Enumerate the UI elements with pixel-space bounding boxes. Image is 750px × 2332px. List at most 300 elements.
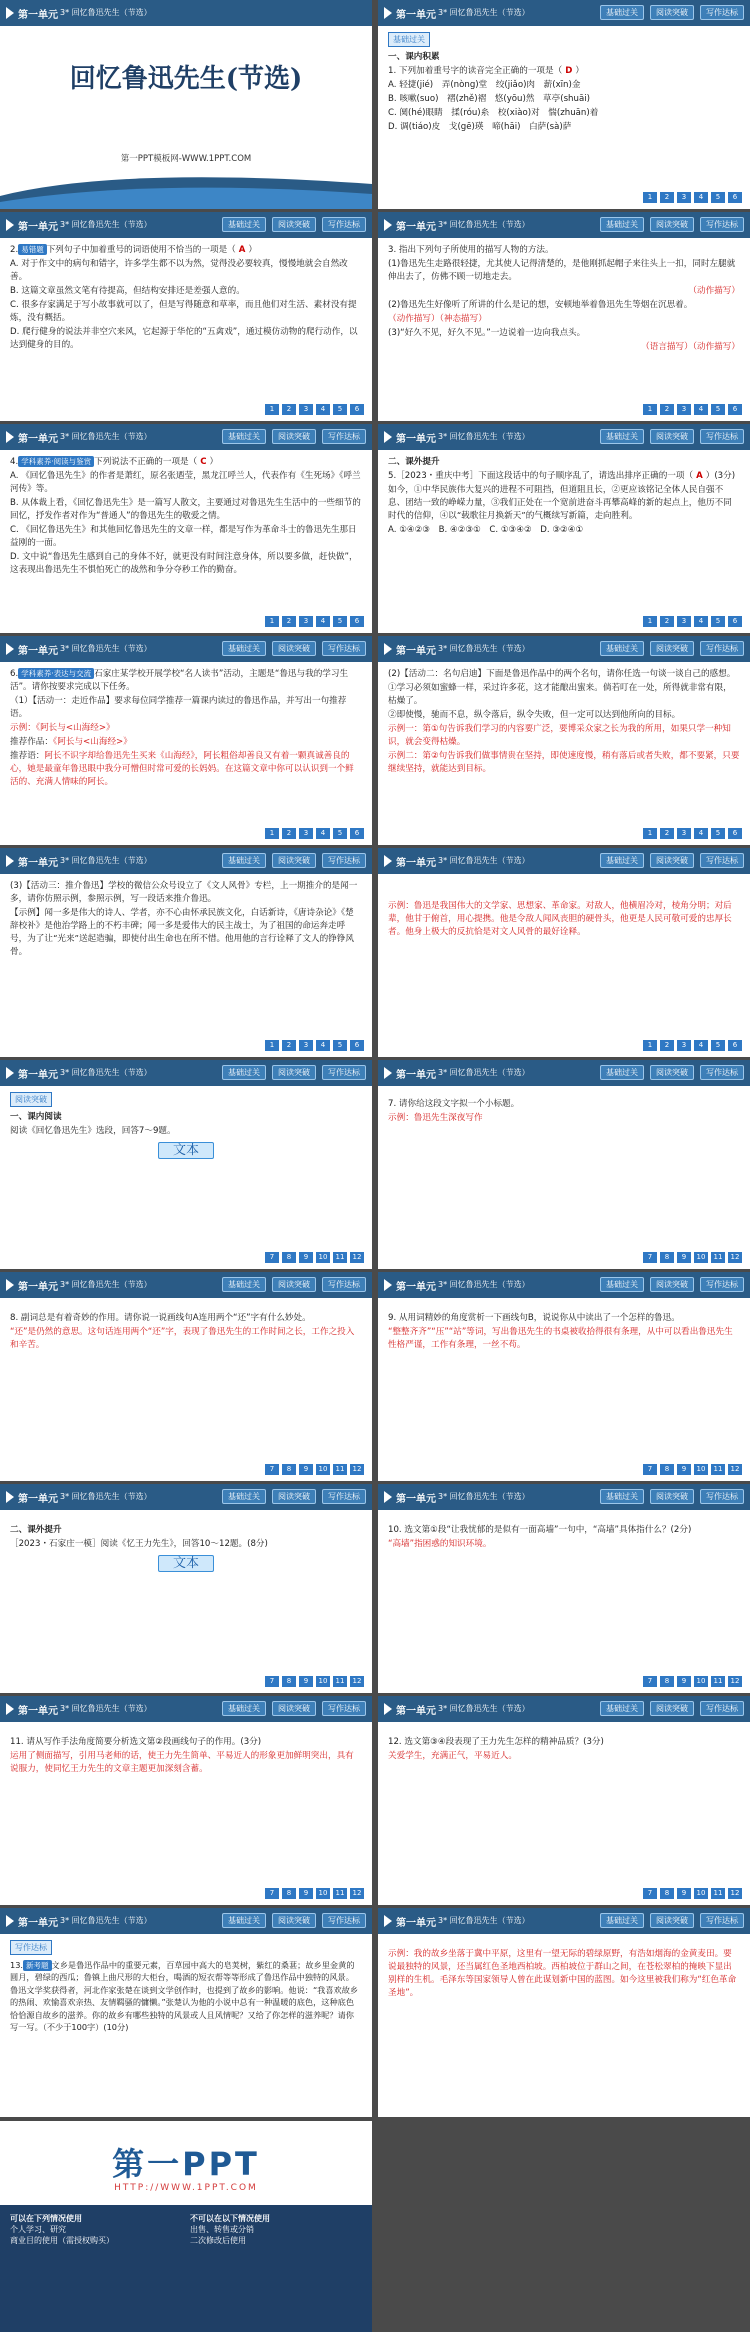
passage: 如今，①中华民族伟大复兴的进程不可阻挡，但道阻且长，②更应该铭记全体人民自强不息、团结一致的峥嵘力量，③我们正处在一个宽前进奋斗再攀高峰的新的起点上，他历不同时代的信仰，④以“载歌往月换新天”的气概续写新篇，走向胜利。	[388, 485, 732, 521]
nav-tab-2[interactable]: 阅读突破	[272, 1065, 316, 1080]
question: 1. 下列加着重号字的读音完全正确的一项是（ D ）	[388, 66, 584, 76]
answer: （动作描写）	[688, 286, 740, 296]
slide-body	[388, 244, 740, 355]
page-button[interactable]: 10	[316, 1676, 330, 1687]
page-button[interactable]: 3	[677, 404, 691, 415]
pager	[643, 1040, 742, 1051]
page-button[interactable]: 2	[660, 192, 674, 203]
nav-tabs	[600, 641, 744, 656]
page-button[interactable]: 5	[333, 616, 347, 627]
question: 13. 新考题 文乡是鲁迅作品中的重要元素，百草园中高大的皂荚树，紫红的桑葚；故乡里金黄的圆月，碧绿的西瓜；鲁镇上曲尺形的大柜台，喝酒的短衣帮等等形成了鲁迅作品中独特的风景。鲁迅文学奖获得者，河北作家张楚在谈到文学创作时，也提到了故乡的影响。他说：“我喜欢故乡的热闹、欢愉喜欢亲热、友情羁骚的慵懒。”张楚认为他的小说中总有一种温暖的底色，这种底色恰恰源自故乡的滋养。你的故乡有哪些独特的风景或人且风情呢？又给了你怎样的滋养呢？请你写一写。（不少于100字）(10分)	[10, 1960, 359, 2033]
nav-tab-1[interactable]: 基础过关	[222, 853, 266, 868]
nav-tab-2[interactable]: 阅读突破	[650, 1065, 694, 1080]
option: A. 对于作文中的病句和错字，许多学生都不以为然，觉得没必要较真，慢慢地就会自然改善。	[10, 259, 348, 282]
page-button[interactable]: 4	[316, 828, 330, 839]
page-button[interactable]: 8	[660, 1888, 674, 1899]
page-button[interactable]: 7	[643, 1676, 657, 1687]
page-button[interactable]: 1	[643, 616, 657, 627]
sentence: (1)鲁迅先生走路很轻捷，尤其使人记得清楚的，是他刚抓起帽子来往头上一扣，同时左腿就伸出去了，仿佛不顾一切地走去。	[388, 259, 736, 282]
section-heading: 二、课外提升	[388, 457, 440, 467]
slide-header	[0, 636, 372, 662]
page-button[interactable]: 1	[643, 828, 657, 839]
page-button[interactable]: 1	[643, 1040, 657, 1051]
page-button[interactable]: 3	[299, 404, 313, 415]
page-button[interactable]: 5	[711, 828, 725, 839]
page-button[interactable]: 5	[711, 192, 725, 203]
page-button[interactable]: 8	[282, 1888, 296, 1899]
slide-q13-answer	[378, 1908, 750, 2117]
arrow-icon	[384, 1915, 392, 1927]
instruction: ［2023・石家庄一模］阅读《忆王力先生》，回答10～12题。(8分)	[10, 1539, 268, 1549]
answer-letter: A	[235, 245, 249, 255]
nav-tab-3[interactable]: 写作达标	[322, 1913, 366, 1928]
nav-tab-3[interactable]: 写作达标	[700, 217, 744, 232]
slide-q6-3-answer	[378, 848, 750, 1057]
page-button[interactable]: 4	[316, 404, 330, 415]
slide-q4	[0, 424, 372, 633]
answer: （语言描写）（动作描写）	[641, 342, 740, 352]
slide-header	[0, 1272, 372, 1298]
text-button[interactable]: 文本	[158, 1142, 214, 1159]
nav-tab-2[interactable]: 阅读突破	[650, 641, 694, 656]
page-button[interactable]: 3	[677, 616, 691, 627]
lesson-label: 3* 回忆鲁迅先生（节选）	[438, 8, 530, 17]
arrow-icon	[6, 1915, 14, 1927]
page-button[interactable]: 2	[660, 828, 674, 839]
slide-header	[378, 1484, 750, 1510]
page-button[interactable]: 4	[316, 1040, 330, 1051]
page-button[interactable]: 1	[265, 1040, 279, 1051]
page-button[interactable]: 3	[677, 828, 691, 839]
page-button[interactable]: 6	[350, 616, 364, 627]
section-label: 基础过关	[388, 32, 430, 47]
lesson-label: 3* 回忆鲁迅先生（节选）	[438, 220, 530, 229]
nav-tab-2[interactable]: 阅读突破	[650, 217, 694, 232]
nav-tabs	[222, 1277, 366, 1292]
slide-q6	[0, 636, 372, 845]
nav-tabs	[222, 641, 366, 656]
pager	[265, 1888, 364, 1899]
question: 8. 副词总是有着奇妙的作用。请你说一说画线句A连用两个“还”字有什么妙处。	[10, 1313, 311, 1323]
nav-tab-3[interactable]: 写作达标	[700, 1489, 744, 1504]
nav-tab-2[interactable]: 阅读突破	[272, 853, 316, 868]
page-button[interactable]: 10	[316, 1464, 330, 1475]
page-button[interactable]: 10	[694, 1676, 708, 1687]
slide-header	[0, 1908, 372, 1934]
slide-q6-2	[378, 636, 750, 845]
slide-q8	[0, 1272, 372, 1481]
nav-tab-3[interactable]: 写作达标	[322, 641, 366, 656]
quote: ②即使慢，驰而不息，纵令落后，纵令失败，但一定可以达到他所向的目标。	[388, 710, 681, 720]
question: 7. 请你给这段文字拟一个小标题。	[388, 1099, 520, 1109]
nav-tab-3[interactable]: 写作达标	[322, 853, 366, 868]
section-label: 写作达标	[10, 1940, 52, 1955]
page-button[interactable]: 8	[660, 1676, 674, 1687]
nav-tab-1[interactable]: 基础过关	[222, 429, 266, 444]
page-button[interactable]: 10	[694, 1888, 708, 1899]
nav-tab-3[interactable]: 写作达标	[700, 1701, 744, 1716]
nav-tab-3[interactable]: 写作达标	[700, 5, 744, 20]
nav-tab-1[interactable]: 基础过关	[600, 1913, 644, 1928]
page-button[interactable]: 12	[350, 1252, 364, 1263]
page-button[interactable]: 7	[643, 1252, 657, 1263]
page-button[interactable]: 3	[299, 828, 313, 839]
nav-tab-1[interactable]: 基础过关	[222, 1913, 266, 1928]
arrow-icon	[6, 431, 14, 443]
answer: 示例一：第①句告诉我们学习的内容要广泛，要博采众家之长为我的所用，如果只学一种知识，就会变得枯燥。	[388, 724, 731, 747]
slide-q7	[378, 1060, 750, 1269]
nav-tab-2[interactable]: 阅读突破	[650, 1913, 694, 1928]
example: 示例：《阿长与<山海经>》	[10, 723, 115, 733]
page-button[interactable]: 9	[299, 1464, 313, 1475]
cover-title: 回忆鲁迅先生(节选)	[69, 64, 303, 94]
page-button[interactable]: 1	[643, 404, 657, 415]
answer: 示例二：第②句告诉我们做事情贵在坚持，即使速度慢，稍有落后或者失败，都不要紧，只要继续坚持，就能达到目标。	[388, 751, 740, 774]
page-button[interactable]: 9	[299, 1676, 313, 1687]
nav-tab-3[interactable]: 写作达标	[322, 1277, 366, 1292]
lesson-label: 3* 回忆鲁迅先生（节选）	[60, 1280, 152, 1289]
page-button[interactable]: 4	[316, 616, 330, 627]
slide-header	[0, 1060, 372, 1086]
slide-header	[378, 848, 750, 874]
nav-tabs	[600, 1277, 744, 1292]
page-button[interactable]: 3	[677, 192, 691, 203]
nav-tab-3[interactable]: 写作达标	[700, 1913, 744, 1928]
nav-tab-1[interactable]: 基础过关	[600, 853, 644, 868]
nav-tab-3[interactable]: 写作达标	[322, 1489, 366, 1504]
question: 4. 学科素养·阅读与鉴赏 下列说法不正确的一项是（ C ）	[10, 457, 219, 467]
arrow-icon	[6, 643, 14, 655]
lesson-label: 3* 回忆鲁迅先生（节选）	[438, 1704, 530, 1713]
page-button[interactable]: 10	[316, 1888, 330, 1899]
license-heading: 不可以在以下情况使用	[190, 2214, 270, 2223]
nav-tab-2[interactable]: 阅读突破	[650, 5, 694, 20]
question: 6. 学科素养·表达与交流 石家庄某学校开展学校“名人读书”活动，主题是“鲁迅与我的学习生活”。请你按要求完成以下任务。	[10, 669, 349, 692]
pager	[643, 404, 742, 415]
page-button[interactable]: 8	[282, 1252, 296, 1263]
question: 11. 请从写作手法角度简要分析选文第②段画线句子的作用。(3分)	[10, 1737, 262, 1747]
page-button[interactable]: 9	[299, 1252, 313, 1263]
unit-label: 第一单元	[18, 1282, 58, 1293]
page-button[interactable]: 5	[711, 616, 725, 627]
arrow-icon	[384, 7, 392, 19]
page-button[interactable]: 12	[728, 1888, 742, 1899]
slide-q6-3	[0, 848, 372, 1057]
nav-tab-2[interactable]: 阅读突破	[272, 429, 316, 444]
page-button[interactable]: 12	[728, 1676, 742, 1687]
slide-q2	[0, 212, 372, 421]
nav-tab-2[interactable]: 阅读突破	[650, 429, 694, 444]
page-button[interactable]: 4	[694, 616, 708, 627]
page-button[interactable]: 9	[299, 1888, 313, 1899]
unit-label: 第一单元	[396, 1706, 436, 1717]
slide-header	[0, 0, 372, 26]
page-button[interactable]: 6	[728, 192, 742, 203]
page-button[interactable]: 7	[265, 1888, 279, 1899]
slide-body	[388, 668, 740, 777]
page-button[interactable]: 3	[299, 1040, 313, 1051]
nav-tab-1[interactable]: 基础过关	[600, 5, 644, 20]
page-button[interactable]: 6	[728, 616, 742, 627]
lesson-label: 3* 回忆鲁迅先生（节选）	[60, 644, 152, 653]
arrow-icon	[6, 855, 14, 867]
page-button[interactable]: 2	[282, 828, 296, 839]
page-button[interactable]: 1	[265, 404, 279, 415]
slide-body	[388, 1736, 740, 1764]
page-button[interactable]: 5	[333, 1040, 347, 1051]
page-button[interactable]: 4	[694, 192, 708, 203]
page-button[interactable]: 2	[660, 616, 674, 627]
page-button[interactable]: 11	[333, 1464, 347, 1475]
page-button[interactable]: 6	[728, 1040, 742, 1051]
nav-tab-1[interactable]: 基础过关	[600, 217, 644, 232]
page-button[interactable]: 4	[694, 828, 708, 839]
section-heading: 一、课内积累	[388, 52, 440, 62]
page-button[interactable]: 12	[350, 1676, 364, 1687]
page-button[interactable]: 6	[350, 404, 364, 415]
page-button[interactable]: 6	[350, 1040, 364, 1051]
unit-label: 第一单元	[18, 222, 58, 233]
arrow-icon	[6, 7, 14, 19]
page-button[interactable]: 1	[265, 828, 279, 839]
page-button[interactable]: 2	[660, 1040, 674, 1051]
answer: 运用了侧面描写，引用马老师的话，使王力先生简单、平易近人的形象更加鲜明突出，具有说服力，使同忆王力先生的文章主题更加深刻含蓄。	[10, 1751, 354, 1774]
nav-tab-1[interactable]: 基础过关	[600, 1701, 644, 1716]
pager	[643, 1676, 742, 1687]
slide-q12	[378, 1696, 750, 1905]
page-button[interactable]: 2	[282, 616, 296, 627]
page-button[interactable]: 3	[299, 616, 313, 627]
page-button[interactable]: 10	[694, 1464, 708, 1475]
pager	[643, 828, 742, 839]
unit-label: 第一单元	[18, 1494, 58, 1505]
unit-label: 第一单元	[396, 434, 436, 445]
nav-tab-3[interactable]: 写作达标	[700, 641, 744, 656]
nav-tab-1[interactable]: 基础过关	[222, 1701, 266, 1716]
slide-header	[378, 212, 750, 238]
nav-tab-3[interactable]: 写作达标	[322, 1065, 366, 1080]
slide-header	[378, 636, 750, 662]
slide-q11	[0, 1696, 372, 1905]
page-button[interactable]: 7	[265, 1464, 279, 1475]
unit-label: 第一单元	[396, 858, 436, 869]
page-button[interactable]: 8	[282, 1464, 296, 1475]
slide-body	[10, 456, 362, 578]
nav-tab-2[interactable]: 阅读突破	[272, 1489, 316, 1504]
page-button[interactable]: 11	[711, 1888, 725, 1899]
question: 12. 选文第③④段表现了王力先生怎样的精神品质？(3分)	[388, 1737, 604, 1747]
nav-tabs	[600, 1913, 744, 1928]
pager	[265, 828, 364, 839]
page-button[interactable]: 7	[265, 1676, 279, 1687]
page-button[interactable]: 3	[677, 1040, 691, 1051]
nav-tab-2[interactable]: 阅读突破	[650, 1277, 694, 1292]
lesson-label: 3* 回忆鲁迅先生（节选）	[60, 856, 152, 865]
nav-tab-1[interactable]: 基础过关	[222, 1277, 266, 1292]
option: B. 从体裁上看，《回忆鲁迅先生》是一篇写人散文，主要通过对鲁迅先生生活中的一些细节的回忆，抒发作者对作为“普通人”的鲁迅先生的敬爱之情。	[10, 498, 361, 521]
nav-tab-2[interactable]: 阅读突破	[272, 1701, 316, 1716]
page-button[interactable]: 1	[265, 616, 279, 627]
slide-header	[0, 1484, 372, 1510]
question: 3. 指出下列句子所使用的描写人物的方法。	[388, 245, 554, 255]
nav-tab-3[interactable]: 写作达标	[322, 217, 366, 232]
page-button[interactable]: 5	[333, 404, 347, 415]
nav-tabs	[222, 217, 366, 232]
slide-q1	[378, 0, 750, 209]
nav-tab-3[interactable]: 写作达标	[700, 1277, 744, 1292]
nav-tabs	[222, 1489, 366, 1504]
unit-label: 第一单元	[18, 10, 58, 21]
lesson-label: 3* 回忆鲁迅先生（节选）	[438, 644, 530, 653]
page-button[interactable]: 12	[350, 1464, 364, 1475]
slide-header	[378, 424, 750, 450]
instruction: 阅读《回忆鲁迅先生》选段，回答7～9题。	[10, 1126, 176, 1136]
page-button[interactable]: 11	[711, 1676, 725, 1687]
nav-tab-1[interactable]: 基础过关	[222, 1065, 266, 1080]
page-button[interactable]: 9	[677, 1676, 691, 1687]
page-button[interactable]: 12	[728, 1252, 742, 1263]
nav-tab-1[interactable]: 基础过关	[222, 217, 266, 232]
arrow-icon	[384, 855, 392, 867]
license-item: 个人学习、研究	[10, 2225, 66, 2234]
page-button[interactable]: 9	[677, 1464, 691, 1475]
page-button[interactable]: 8	[660, 1252, 674, 1263]
page-button[interactable]: 7	[265, 1252, 279, 1263]
slide-header	[378, 1272, 750, 1298]
nav-tab-1[interactable]: 基础过关	[600, 1489, 644, 1504]
nav-tab-1[interactable]: 基础过关	[600, 429, 644, 444]
nav-tab-2[interactable]: 阅读突破	[650, 853, 694, 868]
lesson-label: 3* 回忆鲁迅先生（节选）	[60, 220, 152, 229]
text-button[interactable]: 文本	[158, 1555, 214, 1572]
page-button[interactable]: 9	[677, 1888, 691, 1899]
page-button[interactable]: 11	[333, 1252, 347, 1263]
slide-body	[388, 900, 740, 940]
slide-body	[10, 880, 362, 960]
page-button[interactable]: 6	[350, 828, 364, 839]
pager	[643, 192, 742, 203]
page-button[interactable]: 4	[694, 1040, 708, 1051]
answer-letter: C	[197, 457, 210, 467]
option: C. 很多存家满足于写小故事就可以了，但是写得随意和草率，而且他们对生活、素材没有提炼，没有概括。	[10, 300, 357, 323]
answer-letter: D	[562, 66, 576, 76]
slide-body	[388, 456, 740, 538]
example: 【示例】闻一多是伟大的诗人、学者，亦不心由怀承民族文化，白话新诗，《唐诗杂论》《楚辞校补》是他治学路上的不朽丰碑；闻一多是爱伟大的民主战士，为了祖国的命运奔走呼号，为了让“光来”送起造骗，即使付出生命也在所不惜。他用他的言行诠释了文人的铮铮风骨。	[10, 908, 354, 957]
page-button[interactable]: 11	[333, 1888, 347, 1899]
page-button[interactable]: 9	[677, 1252, 691, 1263]
page-button[interactable]: 1	[643, 192, 657, 203]
lesson-label: 3* 回忆鲁迅先生（节选）	[60, 432, 152, 441]
nav-tab-2[interactable]: 阅读突破	[650, 1701, 694, 1716]
page-button[interactable]: 8	[282, 1676, 296, 1687]
slide-header	[0, 212, 372, 238]
arrow-icon	[384, 643, 392, 655]
nav-tabs	[222, 1913, 366, 1928]
section-heading: 一、课内阅读	[10, 1112, 62, 1122]
option: D. 爬行健身的说法并非空穴来风，它起源于华佗的“五禽戏”，通过模仿动物的爬行动作，以达到健身的目的。	[10, 327, 358, 350]
page-button[interactable]: 11	[333, 1676, 347, 1687]
page-button[interactable]: 6	[728, 404, 742, 415]
page-button[interactable]: 10	[694, 1252, 708, 1263]
nav-tab-3[interactable]: 写作达标	[700, 429, 744, 444]
page-button[interactable]: 4	[694, 404, 708, 415]
question-badge: 易错题	[18, 244, 47, 255]
unit-label: 第一单元	[396, 222, 436, 233]
page-button[interactable]: 12	[350, 1888, 364, 1899]
page-button[interactable]: 11	[711, 1252, 725, 1263]
page-button[interactable]: 7	[643, 1888, 657, 1899]
question: 5.［2023・重庆中考］下面这段话中的句子顺序乱了，请选出排序正确的一项（ A ）(3分)	[388, 471, 736, 481]
section-label: 阅读突破	[10, 1092, 52, 1107]
slide-header	[378, 0, 750, 26]
page-button[interactable]: 11	[711, 1464, 725, 1475]
nav-tab-3[interactable]: 写作达标	[700, 853, 744, 868]
slide-body	[10, 1524, 362, 1572]
slide-body	[388, 32, 740, 135]
lesson-label: 3* 回忆鲁迅先生（节选）	[60, 1916, 152, 1925]
nav-tab-1[interactable]: 基础过关	[222, 641, 266, 656]
reason-row	[10, 750, 362, 789]
answer: 阿长不识字却给鲁迅先生买来《山海经》，阿长粗俗却善良又有着一颗真诚善良的心，她是最童年鲁迅眼中我分可憎但时常可爱的长妈妈。在这篇文章中你可以认识到一个鲜活的、充满人情味的阿长。	[10, 751, 354, 787]
nav-tab-3[interactable]: 写作达标	[322, 1701, 366, 1716]
nav-tab-2[interactable]: 阅读突破	[272, 641, 316, 656]
slide-q5	[378, 424, 750, 633]
page-button[interactable]: 12	[728, 1464, 742, 1475]
license-item: 二次修改后使用	[190, 2236, 246, 2245]
page-button[interactable]: 8	[660, 1464, 674, 1475]
lesson-label: 3* 回忆鲁迅先生（节选）	[438, 1068, 530, 1077]
answer: “高墙”指困惑的知识环境。	[388, 1539, 492, 1549]
lesson-label: 3* 回忆鲁迅先生（节选）	[438, 1280, 530, 1289]
option: C. 阒(hé)眼睛 揉(róu)糸 校(xiào)对 惴(zhuān)着	[388, 108, 599, 118]
lesson-label: 3* 回忆鲁迅先生（节选）	[438, 856, 530, 865]
nav-tab-1[interactable]: 基础过关	[600, 1277, 644, 1292]
nav-tab-1[interactable]: 基础过关	[222, 1489, 266, 1504]
pager	[265, 1676, 364, 1687]
page-button[interactable]: 6	[728, 828, 742, 839]
license-col-allowed	[10, 2213, 180, 2246]
logo-slide	[0, 2121, 372, 2332]
arrow-icon	[384, 1279, 392, 1291]
page-button[interactable]: 7	[643, 1464, 657, 1475]
page-button[interactable]: 5	[333, 828, 347, 839]
option: B. 咳嗽(suo) 褶(zhě)褶 悠(yōu)然 草亭(shuāi)	[388, 94, 590, 104]
page-button[interactable]: 10	[316, 1252, 330, 1263]
nav-tab-3[interactable]: 写作达标	[322, 429, 366, 444]
nav-tab-2[interactable]: 阅读突破	[272, 1277, 316, 1292]
page-button[interactable]: 2	[282, 404, 296, 415]
arrow-icon	[6, 1491, 14, 1503]
nav-tab-1[interactable]: 基础过关	[600, 641, 644, 656]
arrow-icon	[6, 1279, 14, 1291]
answer-letter: A	[693, 471, 706, 481]
page-button[interactable]: 2	[282, 1040, 296, 1051]
unit-label: 第一单元	[396, 10, 436, 21]
nav-tab-2[interactable]: 阅读突破	[650, 1489, 694, 1504]
page-button[interactable]: 5	[711, 1040, 725, 1051]
unit-label: 第一单元	[18, 434, 58, 445]
slide-header	[378, 1696, 750, 1722]
page-button[interactable]: 2	[660, 404, 674, 415]
nav-tab-1[interactable]: 基础过关	[600, 1065, 644, 1080]
nav-tab-3[interactable]: 写作达标	[700, 1065, 744, 1080]
lesson-label: 3* 回忆鲁迅先生（节选）	[438, 1916, 530, 1925]
nav-tab-2[interactable]: 阅读突破	[272, 217, 316, 232]
nav-tab-2[interactable]: 阅读突破	[272, 1913, 316, 1928]
nav-tabs	[222, 1065, 366, 1080]
example-label: 【示例】	[10, 908, 45, 918]
page-button[interactable]: 5	[711, 404, 725, 415]
